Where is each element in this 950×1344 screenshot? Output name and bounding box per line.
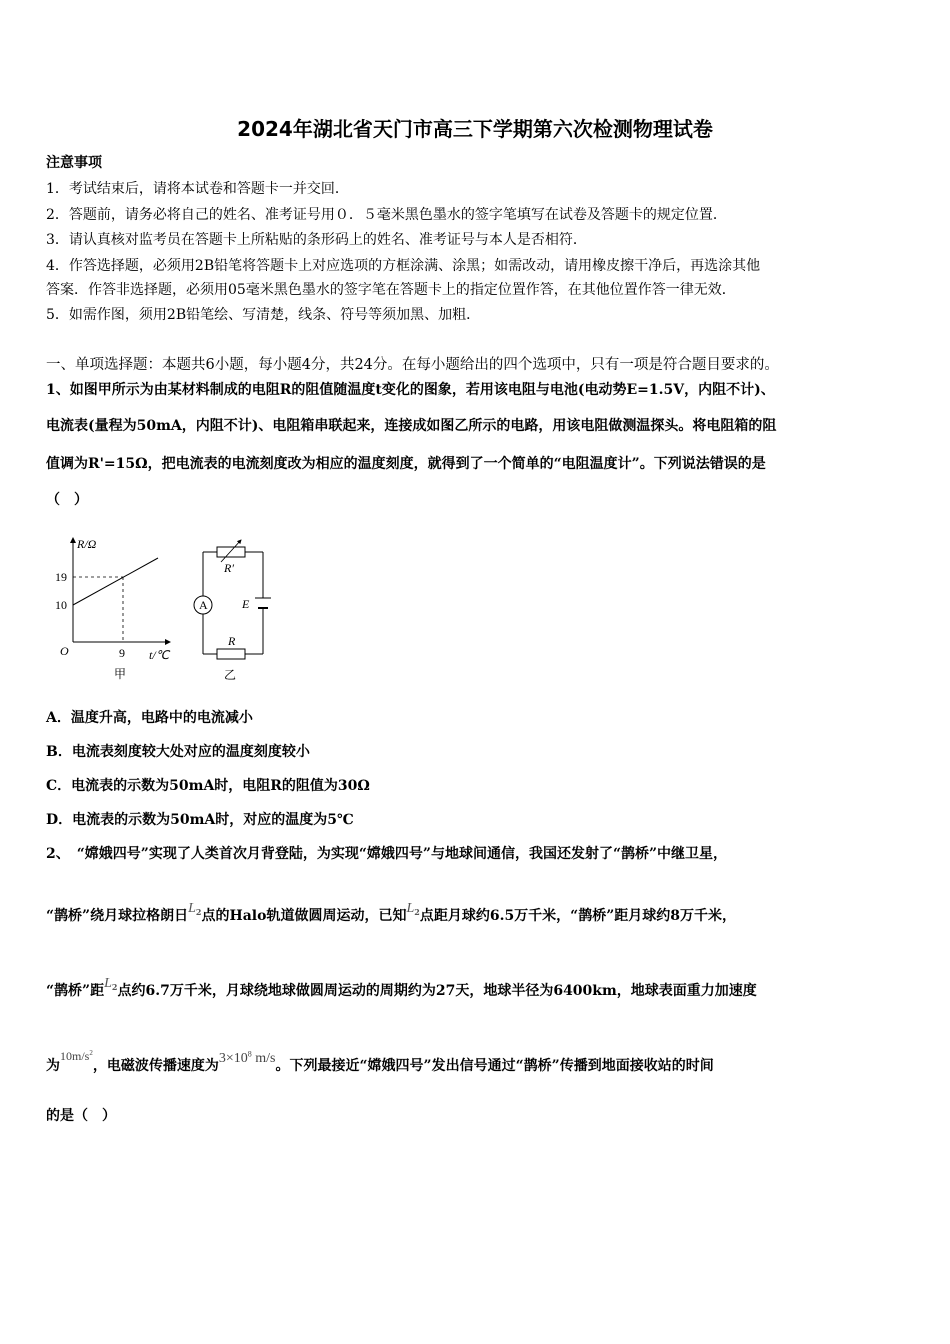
lagrange-point-symbol: $L_2$ [104,976,118,992]
question-2-line: “鹊桥”距$L_2$点约6.7万千米，月球绕地球做圆周运动的周期约为27天，地球半径为6400km，地球表面重力加速度 [46,976,757,999]
question-1-line: 电流表(量程为50mA，内阻不计)、电阻箱串联起来，连接成如图乙所示的电路，用该电阻做测温探头。将电阻箱的阻 [46,418,777,434]
question-1-line: （ ） [46,492,88,508]
lagrange-point-symbol: $L_2$ [188,901,202,917]
resistance-box-label: R′ [224,561,234,575]
question-2-line: “鹊桥”绕月球拉格朗日$L_2$点的Halo轨道做圆周运动，已知$L_2$点距月球约6.5万千米，“鹊桥”距月球约8万千米， [46,901,737,924]
y-axis-label: R/Ω [77,537,97,551]
battery-label: E [242,597,250,611]
resistor-label: R [228,634,236,648]
option-d: D．电流表的示数为50mA时，对应的温度为5℃ [46,812,354,828]
note-item: 3．请认真核对监考员在答题卡上所粘贴的条形码上的姓名、准考证号与本人是否相符． [46,232,587,248]
option-a: A．温度升高，电路中的电流减小 [46,710,253,726]
ammeter-label: A [199,598,208,612]
option-b: B．电流表刻度较大处对应的温度刻度较小 [46,744,310,760]
graph-caption: 甲 [114,667,127,681]
question-2-line: 为$10m/s^2$，电磁波传播速度为$3\times 10^8$ m/s。下列最接近“嫦娥四号”发出信号通过“鹊桥”传播到地面接收站的时间 [46,1049,714,1074]
circuit-diagram [186,538,276,685]
x-tick: 9 [119,646,125,660]
lagrange-point-symbol: $L_2$ [406,901,420,917]
question-2-line: 2、 “嫦娥四号”实现了人类首次月背登陆，为实现“嫦娥四号”与地球间通信，我国还发射了“鹊桥”中继卫星， [46,846,728,862]
note-item: 5．如需作图，须用2B铅笔绘、写清楚，线条、符号等须加黑、加粗． [46,307,481,323]
circuit-caption: 乙 [224,668,237,682]
resistance-box [217,547,245,557]
note-item: 1．考试结束后，请将本试卷和答题卡一并交回． [46,181,349,197]
note-item: 4．作答选择题，必须用2B铅笔将答题卡上对应选项的方框涂满、涂黑；如需改动，请用橡皮擦干净后，再选涂其他 [46,258,761,274]
y-tick: 10 [55,598,67,612]
question-1-line: 1、如图甲所示为由某材料制成的电阻R的阻值随温度t变化的图象，若用该电阻与电池(电动势E=1.5V，内阻不计)、 [46,382,775,398]
note-item: 答案．作答非选择题，必须用05毫米黑色墨水的签字笔在答题卡上的指定位置作答，在其他位置作答一律无效． [46,282,736,298]
notes-heading: 注意事项 [46,155,102,171]
origin-label: O [60,644,69,658]
question-2-line: 的是（ ） [46,1108,116,1124]
x-axis-label: t/℃ [149,648,170,662]
question-1-line: 值调为R'=15Ω，把电流表的电流刻度改为相应的温度刻度，就得到了一个简单的“电阻温度计”。下列说法错误的是 [46,456,766,472]
page-title: 2024年湖北省天门市高三下学期第六次检测物理试卷 [237,117,713,141]
note-item: 2．答题前，请务必将自己的姓名、准考证号用０．５毫米黑色墨水的签字笔填写在试卷及答题卡的规定位置． [46,207,727,223]
resistor [217,649,245,659]
gravity-value: $10m/s^2$ [60,1049,93,1063]
y-tick: 19 [55,570,67,584]
light-speed-value: $3\times 10^8$ m/s [218,1049,276,1066]
resistance-line [73,558,158,605]
option-c: C．电流表的示数为50mA时，电阻R的阻值为30Ω [46,778,370,794]
section-heading: 一、单项选择题：本题共6小题，每小题4分，共24分。在每小题给出的四个选项中，只有一项是符合题目要求的。 [46,357,779,373]
resistance-temperature-graph [48,530,183,685]
